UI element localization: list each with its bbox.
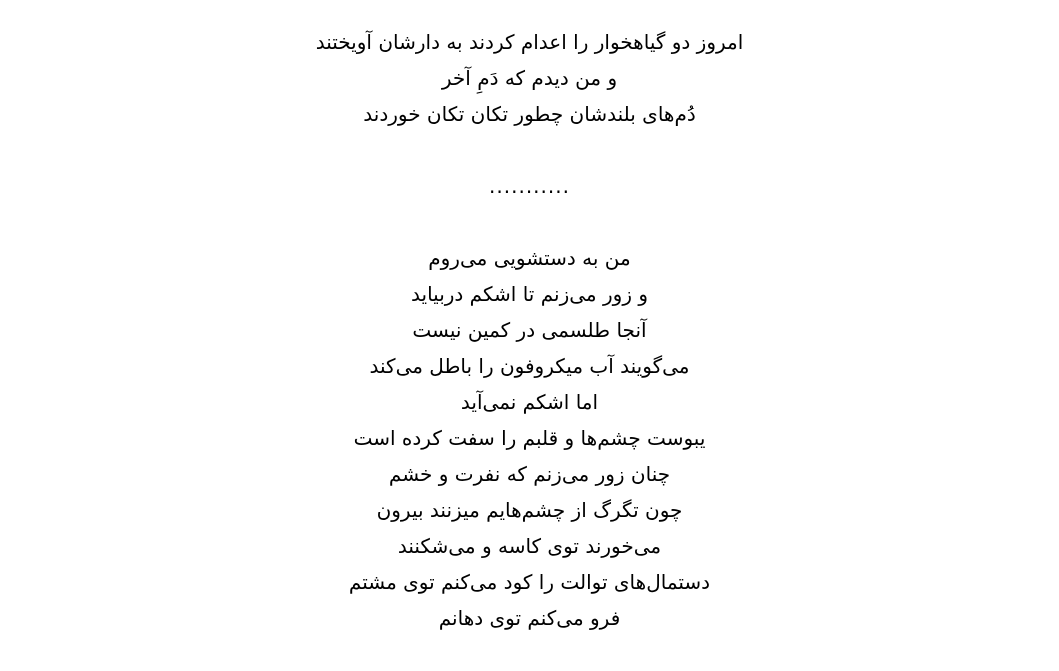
poem-line: چون تگرگ از چشم‌هایم میزنند بیرون bbox=[376, 498, 683, 522]
poem-line: و من دیدم که دَمِ آخر bbox=[441, 66, 618, 90]
poem-line: من به دستشویی می‌روم bbox=[428, 246, 631, 270]
poem-line: امروز دو گیاهخوار را اعدام کردند به دارشان آویختند bbox=[315, 30, 744, 54]
poem-line: یبوست چشم‌ها و قلبم را سفت کرده است bbox=[353, 426, 706, 450]
poem-line: آنجا طلسمی در کمین نیست bbox=[412, 318, 647, 342]
poem-text bbox=[0, 24, 1059, 636]
poem-line: دُم‌های بلندشان چطور تکان تکان خوردند bbox=[363, 102, 696, 126]
poem-line: می‌گویند آب میکروفون را باطل می‌کند bbox=[369, 354, 690, 378]
stanza-gap bbox=[0, 132, 1059, 168]
poem-line: فرو می‌کنم توی دهانم bbox=[438, 606, 621, 630]
stanza-gap bbox=[0, 204, 1059, 240]
poem-line: دستمال‌های توالت را کود می‌کنم توی مشتم bbox=[348, 570, 711, 594]
stanza-separator: ........... bbox=[489, 174, 570, 198]
poem-line: می‌خورند توی کاسه و می‌شکنند bbox=[397, 534, 662, 558]
poem-line: و زور می‌زنم تا اشکم دربیاید bbox=[411, 282, 648, 306]
poem-line: اما اشکم نمی‌آید bbox=[460, 390, 599, 414]
poem-line: چنان زور می‌زنم که نفرت و خشم bbox=[388, 462, 671, 486]
